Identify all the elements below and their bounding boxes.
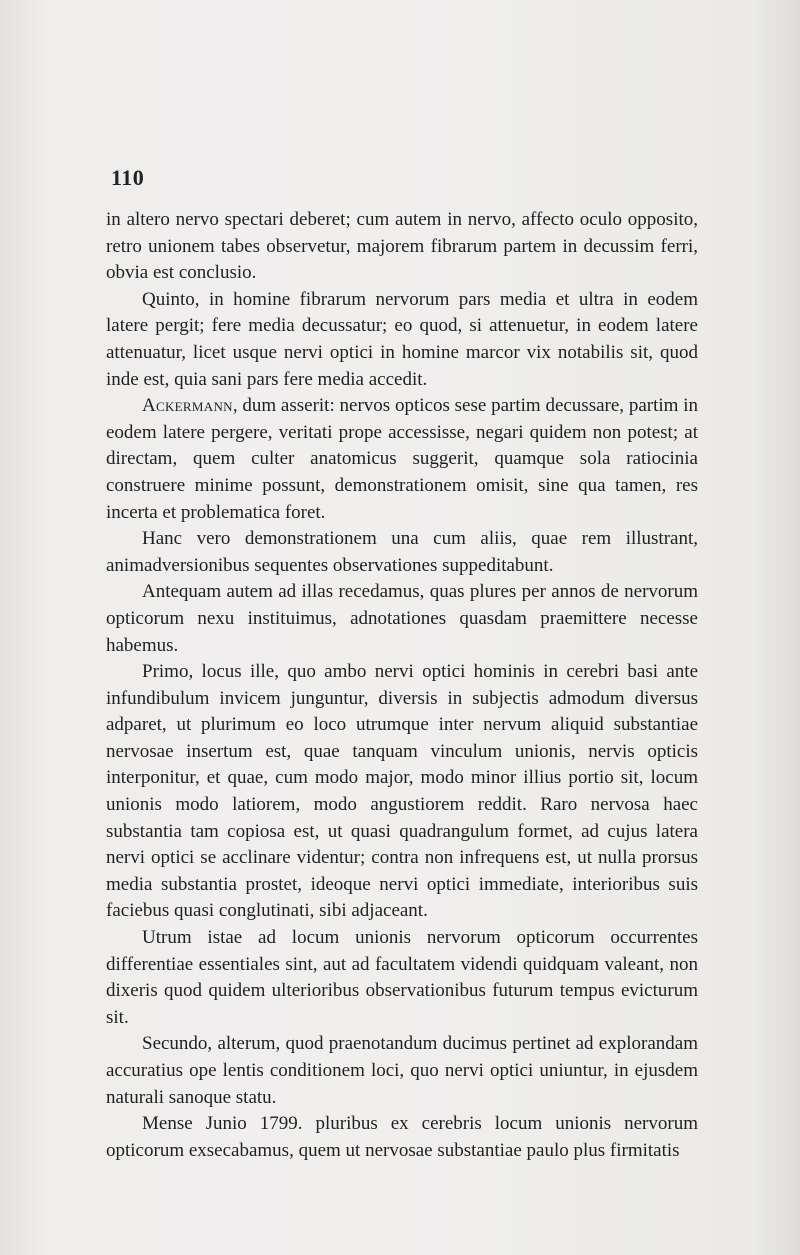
paragraph-2 bbox=[106, 287, 698, 393]
paragraph-5-text: Antequam autem ad illas recedamus, quas plures per annos de nervorum opticorum nexu instituimus, adnotationes quasdam praemittere necesse habemus. bbox=[106, 581, 698, 656]
paragraph-2-text: Quinto, in homine fibrarum nervorum pars media et ultra in eodem latere pergit; fere media decussatur; eo quod, si attenuetur, in eodem latere attenuatur, licet usque nervi optici in homine marcor vix notabilis sit, quod inde est, quia sani pars fere media accedit. bbox=[106, 288, 698, 390]
paragraph-5 bbox=[106, 579, 698, 659]
paragraph-9-text: Mense Junio 1799. pluribus ex cerebris locum unionis nervorum opticorum exsecabamus, quem ut nervosae substantiae paulo plus firmitatis bbox=[106, 1113, 698, 1161]
paragraph-3 bbox=[106, 393, 698, 526]
paragraph-7-text: Utrum istae ad locum unionis nervorum opticorum occurrentes differentiae essentiales sint, aut ad facultatem videndi quidquam valeant, non dixeris quod quidem ulterioribus observationibus futurum tempus evicturum sit. bbox=[106, 927, 698, 1028]
paragraph-7 bbox=[106, 925, 698, 1031]
page-number: 110 bbox=[111, 165, 145, 190]
paragraph-8 bbox=[106, 1031, 698, 1111]
paragraph-9 bbox=[106, 1111, 698, 1164]
paragraph-4-text: Hanc vero demonstrationem una cum aliis, quae rem illustrant, animadversionibus sequentes observationes suppeditabunt. bbox=[106, 528, 698, 576]
body-text bbox=[106, 207, 698, 1164]
paragraph-4 bbox=[106, 526, 698, 579]
paragraph-1-text: in altero nervo spectari deberet; cum autem in nervo, affecto oculo opposito, retro unionem tabes observetur, majorem fibrarum partem in decussim ferri, obvia est conclusio. bbox=[106, 209, 698, 284]
paragraph-6 bbox=[106, 659, 698, 925]
paragraph-8-text: Secundo, alterum, quod praenotandum ducimus pertinet ad explorandam accuratius ope lentis conditionem loci, quo nervi optici uniuntur, in ejusdem naturali sanoque statu. bbox=[106, 1033, 698, 1108]
author-name: Ackermann bbox=[142, 395, 233, 417]
paragraph-6-text: Primo, locus ille, quo ambo nervi optici hominis in cerebri basi ante infundibulum invicem junguntur, diversis in subjectis admodum diversus adparet, ut plurimum eo loco utrumque inter nervum aliquid substantiae nervosae insertum est, quae tanquam vinculum unionis, nervis opticis interponitur, et quae, cum modo major, modo minor illius portio sit, locum unionis modo latiorem, modo angustiorem reddit. Raro nervosa haec substantia tam copiosa est, ut quasi quadrangulum formet, ad cujus latera nervi optici se acclinare videntur; contra non infrequens est, ut nulla prorsus media substantia prostet, ideoque nervi optici immediate, interioribus suis faciebus quasi conglutinati, sibi adjaceant. bbox=[106, 661, 698, 922]
paragraph-1 bbox=[106, 207, 698, 287]
paragraph-3-text: , dum asserit: nervos opticos sese partim decussare, partim in eodem latere pergere, veritati prope accessisse, negari quidem non potest; at directam, quem culter anatomicus suggerit, quamque sola ratiocinia construere minime possunt, demonstrationem omisit, sine qua tamen, res incerta et problematica foret. bbox=[106, 395, 698, 523]
